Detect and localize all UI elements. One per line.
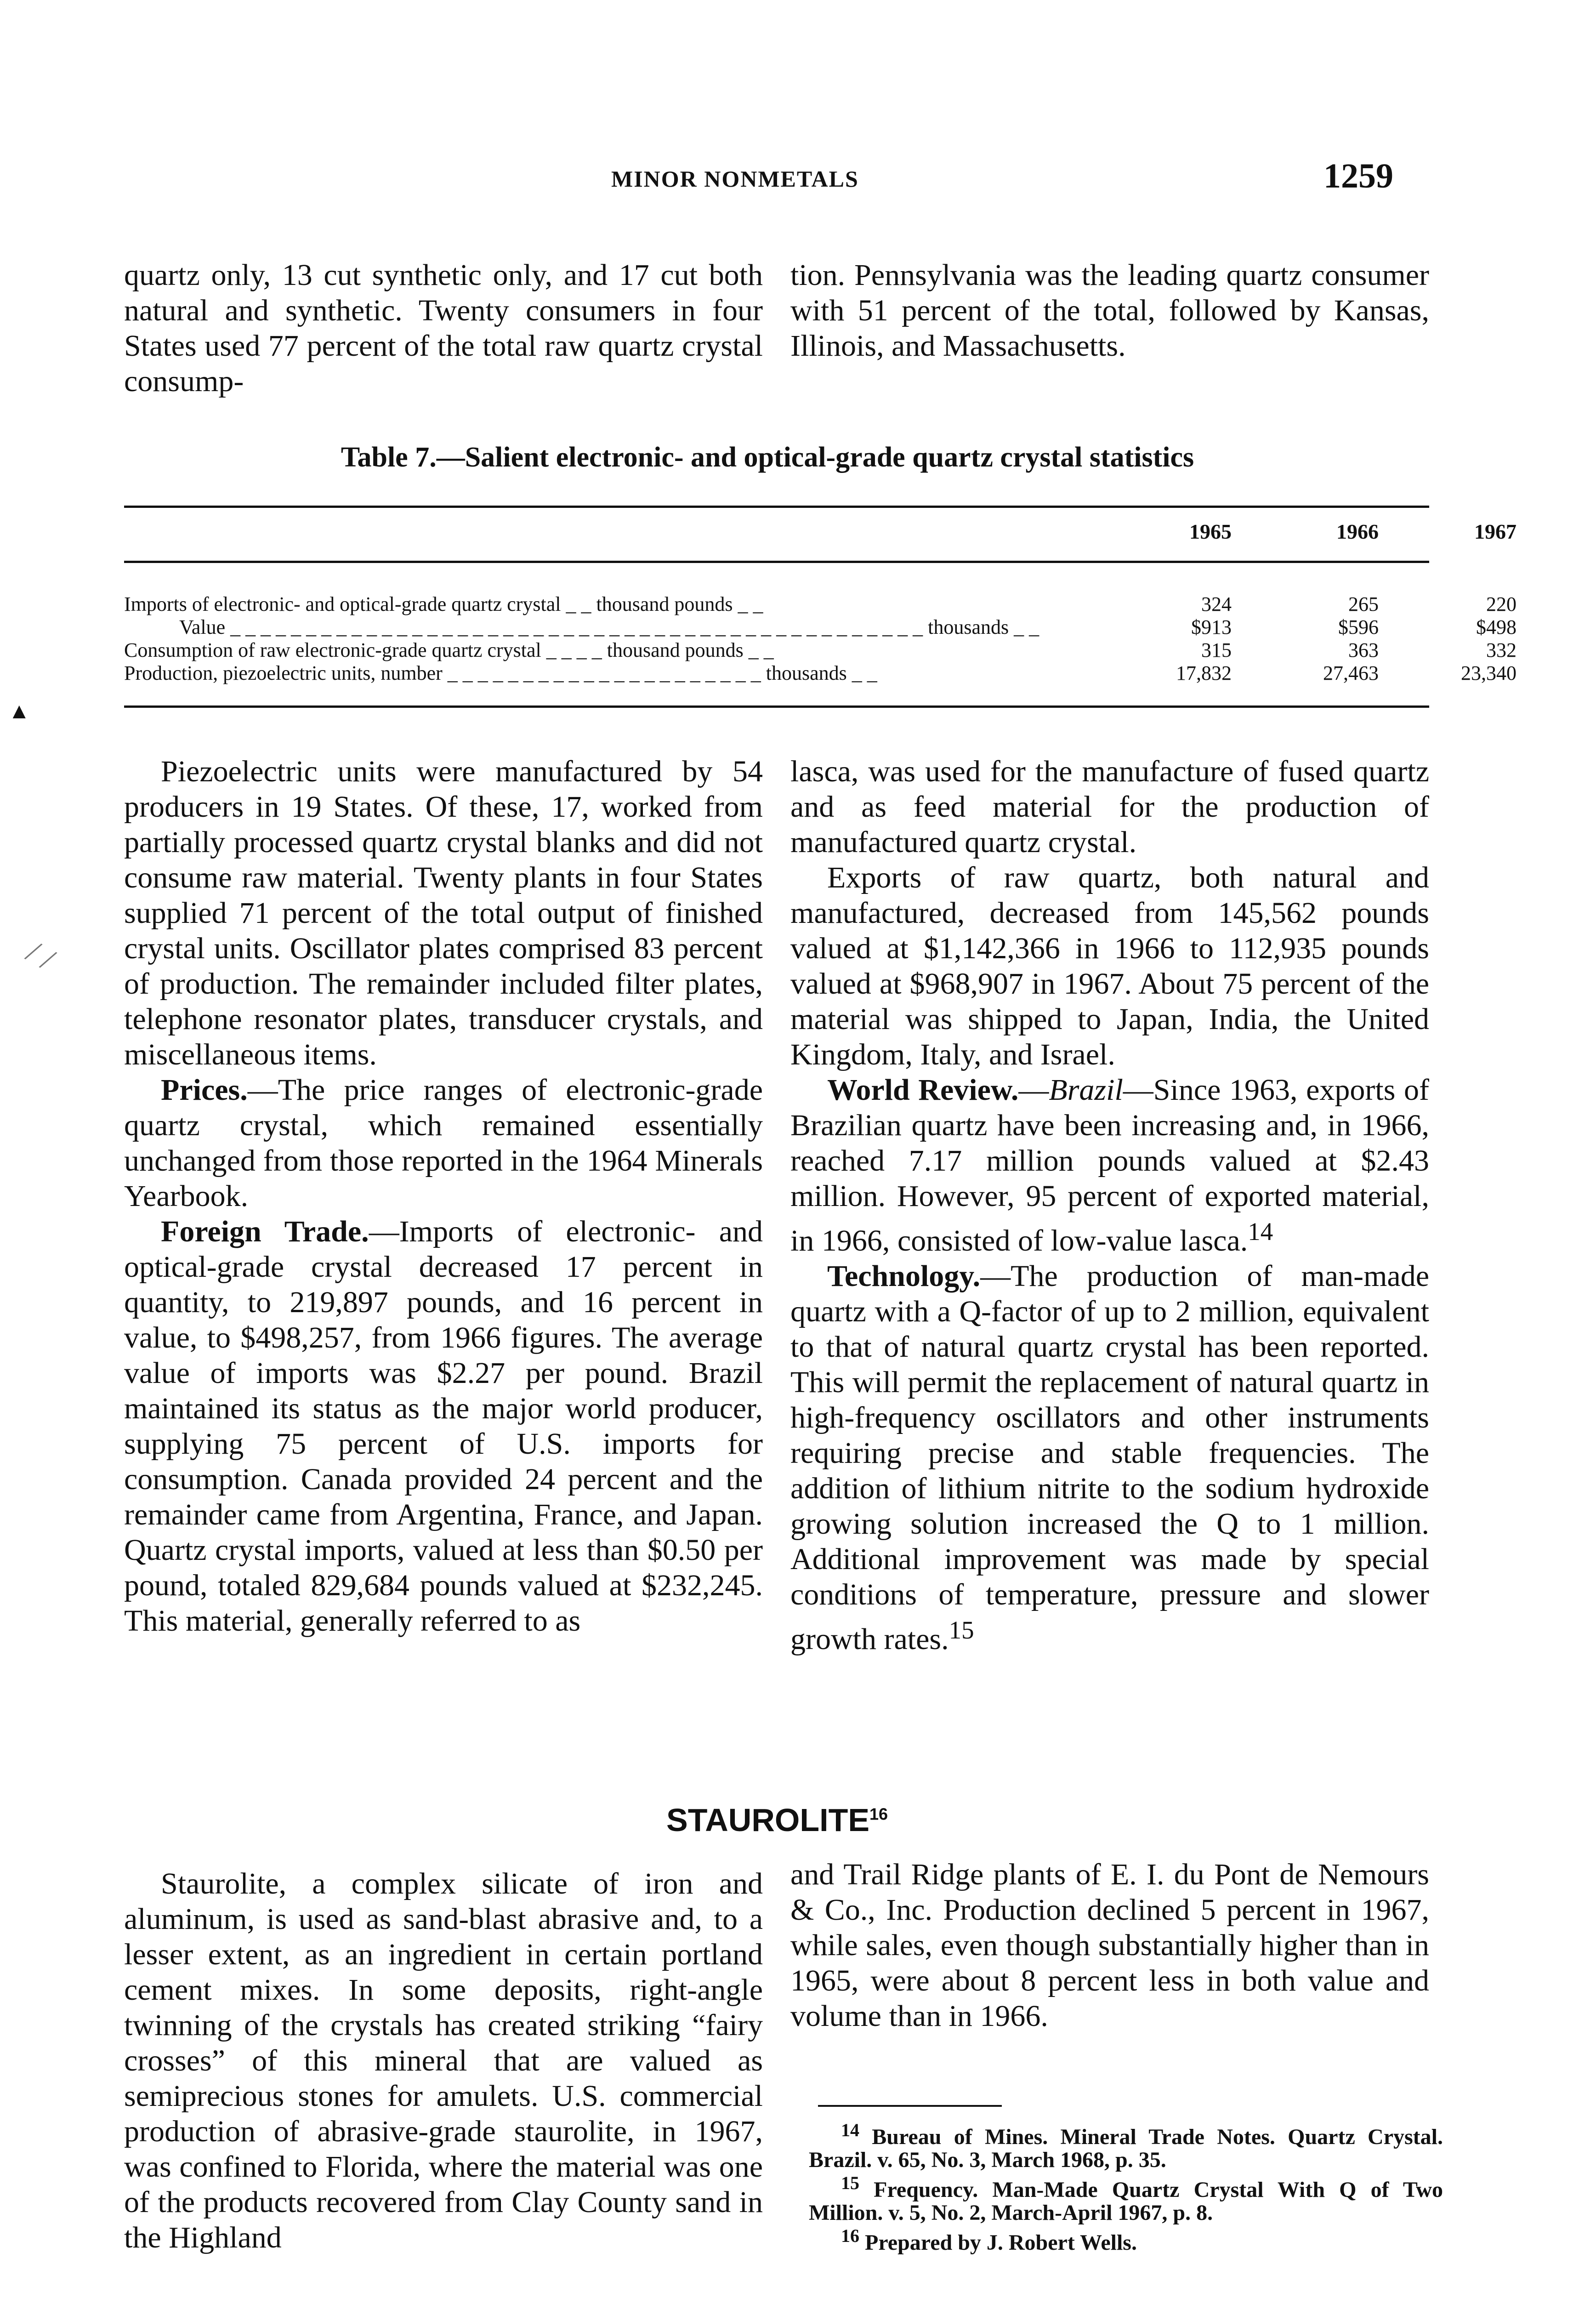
- top-right-text: tion. Pennsylvania was the leading quartz consumer with 51 percent of the total, followed by Kansas, Illinois, and Massachusetts.: [790, 258, 1429, 363]
- piezoelectric-paragraph: Piezoelectric units were manufactured by 54 producers in 19 States. Of these, 17, worked from partially processed quartz crystal blanks and did not consume raw material. Twenty plants in four States supplied 71 percent of the total output of finished crystal units. Oscillator plates comprised 83 percent of production. The remainder included filter plates, telephone resonator plates, transducer crystals, and miscellaneous items.: [124, 755, 763, 1071]
- technology-heading: Technology.: [827, 1259, 981, 1293]
- cell-1965: $913: [1191, 616, 1232, 638]
- right-column: [790, 754, 1429, 1657]
- cell-1966: 27,463: [1323, 662, 1379, 684]
- cell-1967: 23,340: [1461, 662, 1516, 684]
- margin-arrow-icon: ▲: [8, 699, 30, 723]
- table-row: [124, 662, 1516, 685]
- left-column: [124, 754, 763, 1638]
- staurolite-left-column: [124, 1866, 763, 2255]
- prices-heading: Prices.: [161, 1073, 248, 1107]
- table-header-rule: [124, 561, 1429, 563]
- foreign-trade-heading: Foreign Trade.: [161, 1215, 369, 1248]
- footnotes: [809, 2119, 1443, 2254]
- page-number: 1259: [1323, 157, 1393, 195]
- footnote-text: Frequency. Man-Made Quartz Crystal With Q of Two Million. v. 5, No. 2, March-April 1967, p. 8.: [809, 2178, 1443, 2225]
- running-head: MINOR NONMETALS: [611, 166, 859, 192]
- cell-1966: $596: [1338, 616, 1379, 638]
- foreign-trade-text: —Imports of electronic- and optical-grade crystal decreased 17 percent in quantity, to 219,897 pounds, and 16 percent in value, to $498,257, from 1966 figures. The average value of imports was $2.27 per pound. Brazil maintained its status as the major world producer, supplying 75 percent of U.S. imports for consumption. Canada provided 24 percent and the remainder came from Argentina, France, and Japan. Quartz crystal imports, valued at less than $0.50 per pound, totaled 829,684 pounds valued at $232,245. This material, generally referred to as: [124, 1215, 763, 1638]
- footnote-15: [809, 2172, 1443, 2224]
- staurolite-left-text: Staurolite, a complex silicate of iron and aluminum, is used as sand-blast abrasive and, to a lesser extent, as an ingredient in certain portland cement mixes. In some deposits, right-angle twinning of the crystals has created striking “fairy crosses” of this mineral that are valued as semiprecious stones for amulets. U.S. commercial production of abrasive-grade staurolite, in 1967, was confined to Florida, where the material was one of the products recovered from Clay County sand in the Highland: [124, 1867, 763, 2254]
- footnote-number: 16: [841, 2225, 859, 2246]
- cell-1967: 332: [1486, 639, 1516, 661]
- cell-1967: $498: [1476, 616, 1516, 638]
- footnote-ref: 15: [949, 1616, 974, 1644]
- footnote-text: Prepared by J. Robert Wells.: [865, 2230, 1137, 2255]
- technology-paragraph: [790, 1258, 1429, 1657]
- top-left-paragraph: [124, 257, 763, 399]
- table-body: [124, 593, 1516, 685]
- exports-paragraph: Exports of raw quartz, both natural and manufactured, decreased from 145,562 pounds valued at $1,142,366 in 1966 to 112,935 pounds valued at $968,907 in 1967. About 75 percent of the material was shipped to Japan, India, the United Kingdom, Italy, and Israel.: [790, 861, 1429, 1071]
- row-label: Imports of electronic- and optical-grade quartz crystal _ _ thousand pounds _ _: [124, 593, 763, 615]
- table-top-rule: [124, 506, 1429, 508]
- margin-pencil-marks-icon: / /: [20, 934, 61, 978]
- row-label: Production, piezoelectric units, number _ _ _ _ _ _ _ _ _ _ _ _ _ _ _ _ _ _ _ _ _ thousands _ _: [124, 662, 877, 684]
- table-year-1966: 1966: [1336, 520, 1379, 543]
- world-review-text: —Since 1963, exports of Brazilian quartz have been increasing and, in 1966, reached 7.17 million pounds valued at $2.43 million. However, 95 percent of exported material, in 1966, consisted of low-value lasca.: [790, 1073, 1430, 1257]
- foreign-trade-paragraph: [124, 1214, 763, 1638]
- top-right-paragraph: [790, 257, 1429, 364]
- table-year-1965: 1965: [1189, 520, 1232, 543]
- table-bottom-rule: [124, 705, 1429, 708]
- prices-paragraph: [124, 1072, 763, 1214]
- world-review-country: Brazil: [1049, 1073, 1123, 1107]
- footnote-rule: [818, 2105, 1002, 2107]
- footnote-14: [809, 2119, 1443, 2172]
- cell-1966: 363: [1348, 639, 1379, 661]
- cell-1967: 220: [1486, 593, 1516, 615]
- lasca-paragraph: lasca, was used for the manufacture of fused quartz and as feed material for the production of manufactured quartz crystal.: [790, 755, 1429, 859]
- staurolite-heading: [666, 1802, 888, 1838]
- cell-1965: 315: [1201, 639, 1232, 661]
- staurolite-heading-text: STAUROLITE: [666, 1802, 870, 1838]
- world-review-paragraph: World Review.—Brazil—Since 1963, exports of Brazilian quartz have been increasing and, in 1966, reached 7.17 million pounds valued at $2.43 million. However, 95 percent of exported material, in 1966, consisted of low-value lasca.$^{14}$: [790, 1073, 1430, 1257]
- footnote-ref: 16: [869, 1804, 888, 1824]
- cell-1966: 265: [1348, 593, 1379, 615]
- top-left-text: quartz only, 13 cut synthetic only, and 17 cut both natural and synthetic. Twenty consumers in four States used 77 percent of the total raw quartz crystal consump-: [124, 258, 763, 398]
- staurolite-right-column: [790, 1857, 1429, 2034]
- table-year-1967: 1967: [1474, 520, 1516, 543]
- footnote-ref: 14: [1248, 1217, 1273, 1246]
- cell-1965: 17,832: [1176, 662, 1232, 684]
- row-label: Consumption of raw electronic-grade quartz crystal _ _ _ _ thousand pounds _ _: [124, 639, 774, 661]
- table-row: [124, 616, 1516, 639]
- staurolite-right-text: and Trail Ridge plants of E. I. du Pont de Nemours & Co., Inc. Production declined 5 percent in 1967, while sales, even though substantially higher than in 1965, were about 8 percent less in both value and volume than in 1966.: [790, 1858, 1429, 2033]
- footnote-number: 14: [841, 2120, 859, 2140]
- prices-text: —The price ranges of electronic-grade quartz crystal, which remained essentially unchanged from those reported in the 1964 Minerals Yearbook.: [124, 1073, 763, 1213]
- table-title: Table 7.—Salient electronic- and optical-grade quartz crystal statistics: [341, 442, 1194, 473]
- footnote-16: [809, 2224, 1443, 2254]
- table-row: [124, 593, 1516, 616]
- table-row: [124, 639, 1516, 662]
- world-review-heading: World Review.: [827, 1073, 1019, 1107]
- row-label: Value _ _ _ _ _ _ _ _ _ _ _ _ _ _ _ _ _ _ _ _ _ _ _ _ _ _ _ _ _ _ _ _ _ _ _ _ _ _ _ _ _ _ _ _ _ _ thousands _ _: [179, 616, 1039, 638]
- technology-text: —The production of man-made quartz with a Q-factor of up to 2 million, equivalent to that of natural quartz crystal has been reported. This will permit the replacement of natural quartz in high-frequency oscillators and other instruments requiring precise and stable frequencies. The addition of lithium nitrite to the sodium hydroxide growing solution increased the Q to 1 million. Additional improvement was made by special conditions of temperature, pressure and slower growth rates.: [790, 1259, 1429, 1656]
- cell-1965: 324: [1201, 593, 1232, 615]
- footnote-text: Bureau of Mines. Mineral Trade Notes. Quartz Crystal. Brazil. v. 65, No. 3, March 1968, p. 35.: [809, 2125, 1443, 2172]
- footnote-number: 15: [841, 2173, 859, 2193]
